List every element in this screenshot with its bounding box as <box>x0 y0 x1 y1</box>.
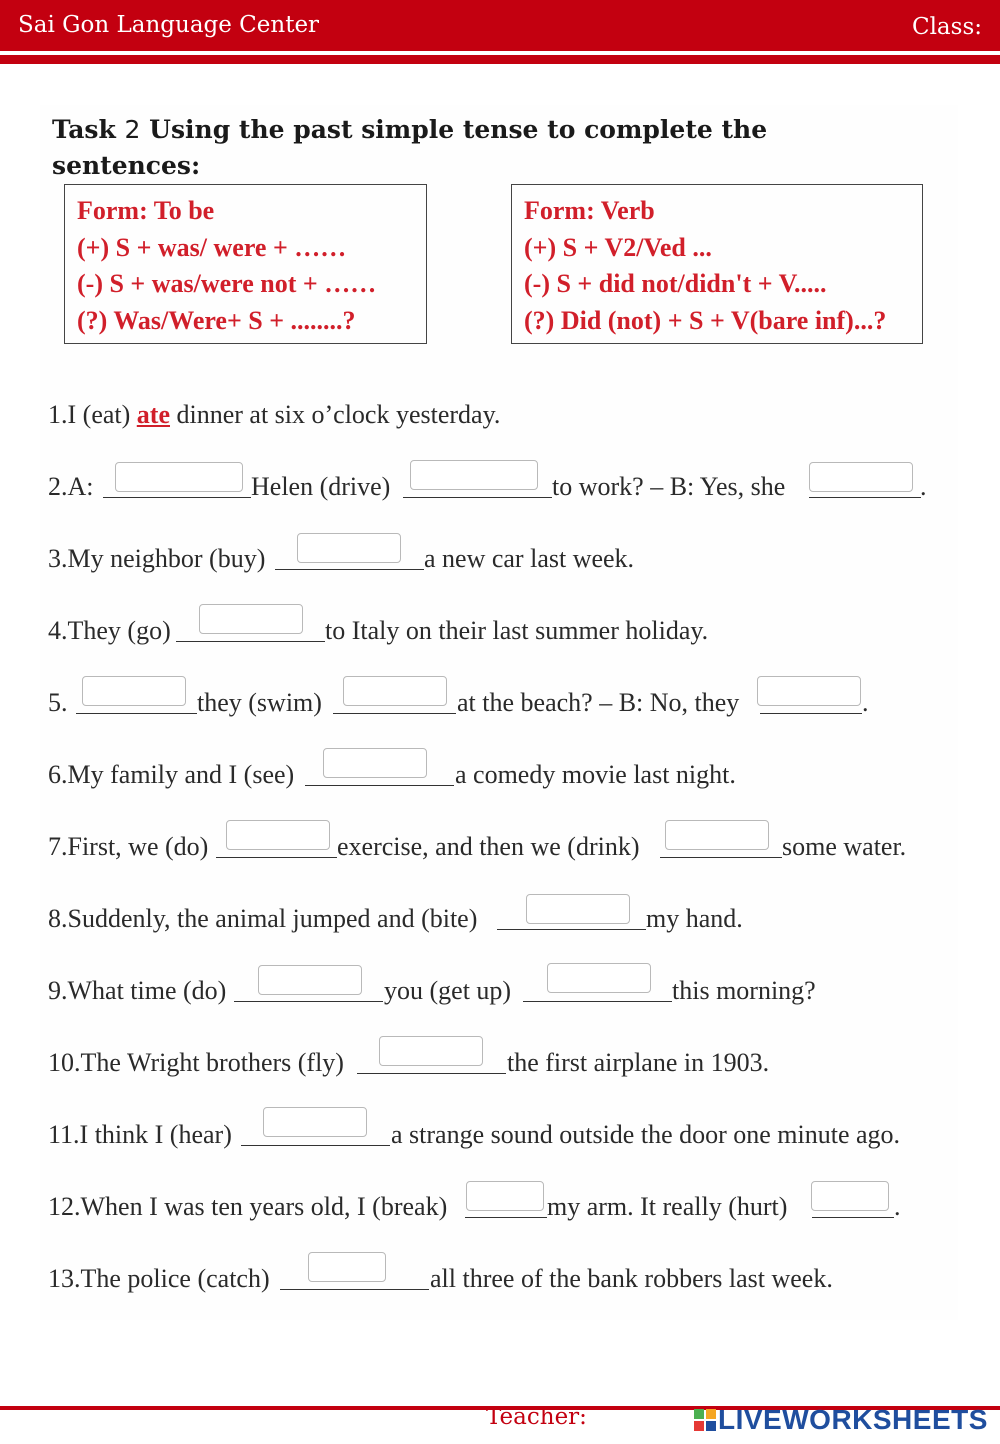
q2-underline-1 <box>103 497 251 498</box>
form-to-be-negative: (-) S + was/were not + …… <box>77 269 377 298</box>
question-2-text-a: 2.A: <box>48 472 94 501</box>
q7-underline-2 <box>660 857 782 858</box>
question-4-text-a: 4.They (go) <box>48 616 171 645</box>
form-verb-box <box>511 184 923 344</box>
q4-answer-input[interactable] <box>199 604 303 634</box>
form-verb-title: Form: Verb <box>524 196 655 225</box>
question-3-text-a: 3.My neighbor (buy) <box>48 544 266 573</box>
form-verb-positive: (+) S + V2/Ved ... <box>524 232 712 262</box>
q7-answer-input-2[interactable] <box>665 820 769 850</box>
question-8-text-b: my hand. <box>646 904 743 933</box>
form-verb-question: (?) Did (not) + S + V(bare inf)...? <box>524 305 887 335</box>
q2-underline-3 <box>809 497 921 498</box>
question-12-text-a: 12.When I was ten years old, I (break) <box>48 1192 448 1221</box>
q9-answer-input-1[interactable] <box>258 965 362 995</box>
q5-underline-3 <box>760 713 862 714</box>
task-instruction-line2: sentences: <box>52 151 201 180</box>
q8-answer-input[interactable] <box>526 894 630 924</box>
question-4-text-b: to Italy on their last summer holiday. <box>325 616 709 645</box>
question-10-text-a: 10.The Wright brothers (fly) <box>48 1048 344 1077</box>
header-divider <box>0 55 1000 64</box>
form-verb-negative: (-) S + did not/didn't + V..... <box>524 269 827 298</box>
question-5-text-b: they (swim) <box>197 688 322 717</box>
form-to-be-title: Form: To be <box>77 196 215 225</box>
q12-underline-2 <box>812 1217 894 1218</box>
task-title <box>52 112 852 184</box>
q6-answer-input[interactable] <box>323 748 427 778</box>
question-3-text-b: a new car last week. <box>424 544 635 573</box>
question-5-text-d: . <box>862 688 869 717</box>
q4-underline <box>176 641 325 642</box>
class-label: Class: <box>911 14 982 40</box>
q7-underline-1 <box>216 857 337 858</box>
task-instruction-line1: Using the past simple tense to complete the <box>149 115 768 144</box>
q11-answer-input[interactable] <box>263 1107 367 1137</box>
question-6-text-b: a comedy movie last night. <box>455 760 736 789</box>
question-5-text-c: at the beach? – B: No, they <box>457 688 740 717</box>
q9-underline-1 <box>234 1001 383 1002</box>
q2-answer-input-1[interactable] <box>115 462 243 492</box>
teacher-label: Teacher: <box>486 1404 587 1430</box>
q2-answer-input-2[interactable] <box>410 460 538 490</box>
question-1-text-b: dinner at six o’clock yesterday. <box>169 400 501 429</box>
form-to-be-positive: (+) S + was/ were + …… <box>77 232 347 262</box>
question-5-text-a: 5. <box>48 688 68 717</box>
question-8-text-a: 8.Suddenly, the animal jumped and (bite) <box>48 904 478 933</box>
q3-answer-input[interactable] <box>297 533 401 563</box>
question-9-text-c: this morning? <box>672 976 816 1005</box>
question-6-text-a: 6.My family and I (see) <box>48 760 295 789</box>
liveworksheets-logo <box>694 1404 988 1436</box>
q9-underline-2 <box>523 1001 672 1002</box>
q13-answer-input[interactable] <box>308 1252 386 1282</box>
question-2-text-d: . <box>920 472 927 501</box>
q5-answer-input-3[interactable] <box>757 676 861 706</box>
q10-underline <box>357 1073 506 1074</box>
question-13-text-b: all three of the bank robbers last week. <box>430 1264 833 1293</box>
q12-underline-1 <box>465 1217 547 1218</box>
question-13-text-a: 13.The police (catch) <box>48 1264 270 1293</box>
form-to-be-box <box>64 184 427 344</box>
q2-underline-2 <box>403 497 552 498</box>
q13-underline <box>280 1289 429 1290</box>
task-prefix: Task <box>52 115 116 144</box>
task-number: 2 <box>124 115 141 144</box>
q10-answer-input[interactable] <box>379 1036 483 1066</box>
question-11-text-a: 11.I think I (hear) <box>48 1120 232 1149</box>
q9-answer-input-2[interactable] <box>547 963 651 993</box>
q12-answer-input-1[interactable] <box>466 1181 544 1211</box>
q5-answer-input-2[interactable] <box>343 676 447 706</box>
question-7-text-c: some water. <box>782 832 907 861</box>
question-9-text-a: 9.What time (do) <box>48 976 227 1005</box>
q5-answer-input-1[interactable] <box>82 676 186 706</box>
question-7-text-a: 7.First, we (do) <box>48 832 209 861</box>
question-10-text-b: the first airplane in 1903. <box>507 1048 770 1077</box>
q5-underline-1 <box>76 713 197 714</box>
question-9-text-b: you (get up) <box>384 976 512 1005</box>
center-name: Sai Gon Language Center <box>18 12 320 38</box>
q12-answer-input-2[interactable] <box>811 1181 889 1211</box>
question-11-text-b: a strange sound outside the door one minute ago. <box>391 1120 901 1149</box>
q5-underline-2 <box>333 713 456 714</box>
q6-underline <box>305 785 454 786</box>
question-7-text-b: exercise, and then we (drink) <box>337 832 640 861</box>
question-2-text-b: Helen (drive) <box>251 472 391 501</box>
q3-underline <box>275 569 424 570</box>
question-12-text-c: . <box>894 1192 901 1221</box>
liveworksheets-brand: LIVEWORKSHEETS <box>718 1404 988 1435</box>
q8-underline <box>497 929 646 930</box>
q7-answer-input-1[interactable] <box>226 820 330 850</box>
form-to-be-question: (?) Was/Were+ S + ........? <box>77 305 356 335</box>
q11-underline <box>241 1145 390 1146</box>
question-2-text-c: to work? – B: Yes, she <box>552 472 786 501</box>
question-1-answer: ate <box>136 400 170 429</box>
liveworksheets-icon <box>694 1409 716 1431</box>
question-1-text-a: 1.I (eat) <box>48 400 137 429</box>
question-1 <box>48 400 500 430</box>
question-12-text-b: my arm. It really (hurt) <box>547 1192 788 1221</box>
q2-answer-input-3[interactable] <box>809 462 913 492</box>
